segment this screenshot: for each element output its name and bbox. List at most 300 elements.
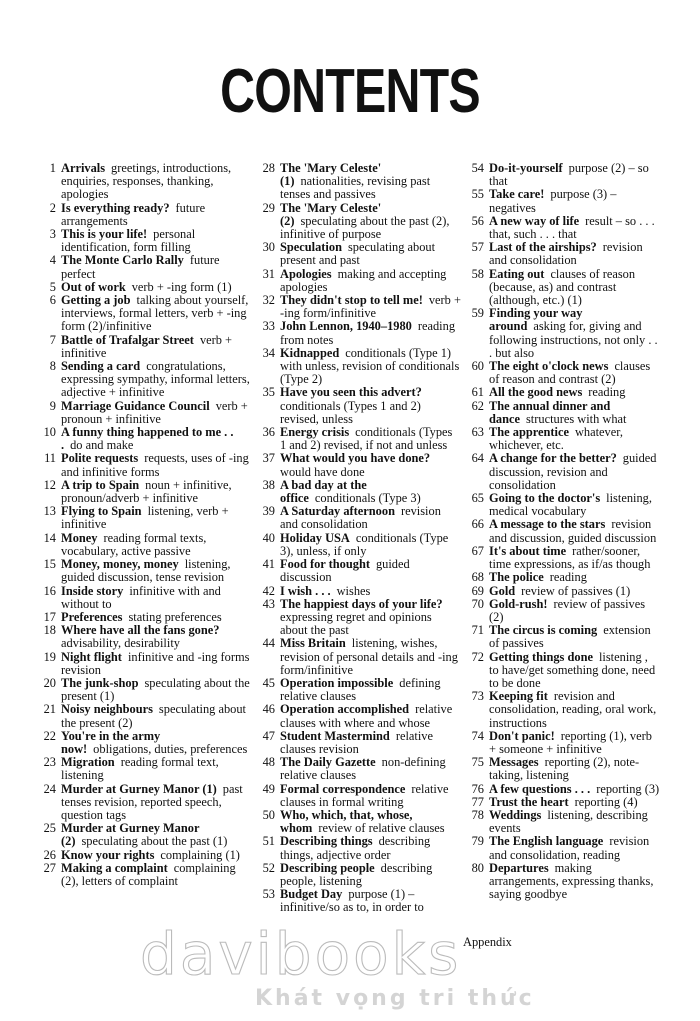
entry-number: 11 — [44, 451, 56, 466]
entry-body — [489, 624, 660, 650]
entry-number: 44 — [262, 636, 275, 651]
entry-description: conditionals (Type 3) — [314, 491, 421, 506]
contents-entry — [32, 677, 252, 703]
entry-title: All the good news — [489, 385, 583, 400]
entry-number: 55 — [471, 187, 484, 202]
entry-title: Do-it-yourself — [489, 161, 563, 175]
entry-description: revision and consolidation — [489, 240, 643, 268]
entry-number: 58 — [471, 266, 484, 281]
entry-title: The apprentice — [489, 425, 569, 440]
entry-description: conditionals (Types 1 and 2) revised, if not and unless — [280, 425, 453, 453]
entry-body — [61, 228, 252, 254]
contents-entry — [251, 558, 461, 584]
contents-entry — [251, 162, 461, 202]
entry-description: guided discussion, revision and consolidation — [489, 451, 657, 492]
entry-description: wishes — [336, 583, 371, 598]
entry-number: 52 — [262, 860, 275, 875]
entry-number: 50 — [262, 807, 275, 822]
entry-title: The junk-shop — [61, 675, 139, 690]
entry-number: 65 — [471, 491, 484, 506]
entry-body — [280, 294, 461, 320]
entry-body — [280, 835, 461, 861]
contents-entry — [460, 268, 660, 308]
entry-body — [61, 822, 252, 848]
entry-body — [280, 268, 461, 294]
entry-body — [61, 558, 252, 584]
contents-entry — [32, 334, 252, 360]
entry-title: The Daily Gazette — [280, 755, 376, 770]
contents-entry — [32, 703, 252, 729]
entry-body — [61, 505, 252, 531]
contents-entry — [460, 598, 660, 624]
entry-description: making arrangements, expressing thanks, saying goodbye — [489, 860, 654, 902]
entry-number: 69 — [471, 583, 484, 598]
contents-entry — [460, 241, 660, 267]
entry-body — [489, 545, 660, 571]
entry-description: listening, wishes, revision of personal details and -ing form/infinitive — [280, 636, 458, 677]
entry-title: Departures — [489, 860, 549, 875]
entry-title: Formal correspondence — [280, 781, 406, 796]
entry-description: revision and consolidation, reading, oral work, instructions — [489, 689, 657, 730]
contents-entry — [251, 347, 461, 387]
entry-number: 42 — [262, 583, 275, 598]
contents-entry — [460, 545, 660, 571]
entry-body — [489, 862, 660, 902]
entry-title: Keeping fit — [489, 689, 548, 704]
entry-body — [61, 334, 252, 360]
contents-entry — [32, 202, 252, 228]
entry-number: 14 — [43, 530, 56, 545]
entry-description: conditionals (Type 1) with unless, revision of conditionals (Type 2) — [280, 345, 460, 387]
entry-body — [280, 862, 461, 888]
contents-entry — [460, 386, 660, 399]
contents-column-1 — [32, 162, 252, 888]
entry-body — [61, 585, 252, 611]
entry-body — [489, 730, 660, 756]
entry-body — [61, 202, 252, 228]
entry-description: speculating about the past (2), infinitive of purpose — [280, 213, 450, 242]
entry-description: speculating about the present (1) — [61, 675, 250, 704]
entry-body — [280, 320, 461, 346]
entry-title: Don't panic! — [489, 728, 555, 743]
entry-body — [489, 809, 660, 835]
contents-entry — [460, 651, 660, 691]
entry-title: A change for the better? — [489, 451, 617, 466]
entry-title: What would you have done? — [280, 451, 431, 466]
entry-number: 54 — [471, 161, 484, 175]
entry-body — [61, 479, 252, 505]
entry-body — [280, 703, 461, 729]
entry-title: Kidnapped — [280, 345, 340, 360]
entry-title: Describing things — [280, 834, 373, 849]
entry-title: Murder at Gurney Manor (1) — [61, 781, 217, 796]
entry-title: The happiest days of your life? — [280, 596, 443, 611]
entry-number: 1 — [49, 161, 56, 175]
contents-entry — [251, 202, 461, 242]
entry-title: Noisy neighbours — [61, 702, 153, 717]
entry-number: 20 — [43, 675, 56, 690]
contents-entry — [251, 532, 461, 558]
entry-title: Going to the doctor's — [489, 491, 601, 506]
contents-entry — [460, 188, 660, 214]
contents-entry — [460, 360, 660, 386]
contents-entry — [251, 835, 461, 861]
entry-number: 40 — [262, 530, 275, 545]
entry-description: reading — [588, 385, 626, 400]
entry-title: Getting things done — [489, 649, 593, 664]
entry-body — [280, 162, 461, 202]
entry-description: reading — [549, 570, 587, 585]
entry-body — [61, 703, 252, 729]
contents-entry — [460, 624, 660, 650]
entry-number: 73 — [471, 689, 484, 704]
entry-title: Budget Day — [280, 887, 343, 902]
entry-description: whatever, whichever, etc. — [489, 425, 623, 453]
entry-body — [280, 426, 461, 452]
entry-description: reporting (2), note-taking, listening — [489, 755, 640, 783]
contents-entry — [460, 307, 660, 360]
entry-number: 61 — [471, 385, 484, 400]
entry-description: do and make — [70, 438, 134, 453]
entry-number: 80 — [471, 860, 484, 875]
contents-entry — [32, 783, 252, 823]
entry-title: Marriage Guidance Council — [61, 398, 210, 413]
entry-body — [280, 241, 461, 267]
entry-description: listening, verb + infinitive — [61, 504, 229, 532]
entry-number: 7 — [49, 332, 56, 347]
entry-number: 10 — [43, 425, 56, 440]
entry-description: revision and consolidation, reading — [489, 834, 650, 862]
entry-number: 24 — [43, 781, 56, 796]
entry-title: Energy crisis — [280, 425, 350, 440]
contents-entry — [460, 518, 660, 544]
entry-title: Inside story — [61, 583, 124, 598]
entry-description: obligations, duties, preferences — [93, 741, 248, 756]
contents-entry — [32, 254, 252, 280]
entry-body — [489, 651, 660, 691]
entry-description: speculating about the present (2) — [61, 702, 246, 730]
entry-number: 2 — [49, 200, 56, 215]
contents-column-2 — [251, 162, 461, 915]
entry-body — [61, 360, 252, 400]
entry-body — [61, 783, 252, 823]
entry-number: 25 — [43, 821, 56, 836]
contents-entry — [251, 730, 461, 756]
entry-number: 28 — [262, 161, 275, 175]
entry-number: 34 — [262, 345, 275, 360]
entry-title: Messages — [489, 755, 539, 770]
entry-title: Weddings — [489, 807, 542, 822]
contents-entry — [32, 452, 252, 478]
entry-body — [489, 690, 660, 730]
contents-entry — [32, 558, 252, 584]
entry-number: 29 — [262, 200, 275, 215]
contents-entry — [251, 505, 461, 531]
contents-entry — [32, 730, 252, 756]
entry-body — [61, 677, 252, 703]
entry-title: A message to the stars — [489, 517, 606, 532]
contents-entry — [32, 862, 252, 888]
entry-title: Making a complaint — [61, 860, 168, 875]
entry-body — [61, 400, 252, 426]
entry-title: Murder at Gurney Manor (2) — [61, 821, 200, 849]
entry-number: 57 — [471, 240, 484, 255]
entry-body — [280, 585, 461, 598]
entry-number: 45 — [262, 675, 275, 690]
entry-title: The English language — [489, 834, 604, 849]
entry-body — [280, 347, 461, 387]
contents-entry — [460, 162, 660, 188]
contents-entry — [251, 598, 461, 638]
entry-body — [280, 598, 461, 638]
entry-body — [61, 294, 252, 334]
entry-body — [489, 835, 660, 861]
entry-title: Trust the heart — [489, 794, 569, 809]
watermark-brand: davibooks — [140, 920, 462, 988]
entry-number: 60 — [471, 359, 484, 374]
entry-body — [61, 624, 252, 650]
entry-title: The 'Mary Celeste' (2) — [280, 200, 382, 228]
entry-body — [489, 518, 660, 544]
entry-description: speculating about present and past — [280, 240, 436, 268]
entry-title: They didn't stop to tell me! — [280, 293, 423, 308]
entry-title: Battle of Trafalgar Street — [61, 332, 194, 347]
entry-description: infinitive and -ing forms revision — [61, 649, 250, 677]
contents-entry — [251, 241, 461, 267]
entry-description: relative clauses in formal writing — [280, 781, 449, 809]
contents-entry — [32, 651, 252, 677]
entry-description: talking about yourself, interviews, formal letters, verb + -ing form (2)/infinitive — [61, 293, 249, 334]
page-title: CONTENTS — [220, 57, 480, 126]
entry-title: Who, which, that, whose, whom — [280, 807, 413, 836]
entry-body — [280, 888, 461, 914]
entry-number: 12 — [43, 477, 56, 492]
entry-description: purpose (3) – negatives — [489, 187, 617, 215]
entry-description: listening, describing events — [489, 807, 648, 836]
entry-number: 70 — [471, 596, 484, 611]
entry-number: 62 — [471, 398, 484, 413]
entry-description: extension of passives — [489, 623, 651, 651]
contents-entry — [460, 492, 660, 518]
contents-entry — [32, 624, 252, 650]
entry-description: purpose (2) – so that — [489, 161, 649, 189]
contents-entry — [460, 809, 660, 835]
entry-number: 5 — [49, 279, 56, 294]
entry-body — [61, 426, 252, 452]
entry-title: Money, money, money — [61, 557, 179, 572]
entry-number: 26 — [43, 847, 56, 862]
entry-body — [61, 730, 252, 756]
entry-number: 67 — [471, 543, 484, 558]
entry-body — [280, 730, 461, 756]
entry-title: A Saturday afternoon — [280, 504, 395, 519]
entry-description: revision and consolidation — [280, 504, 441, 532]
entry-description: non-defining relative clauses — [280, 755, 446, 783]
entry-title: Money — [61, 530, 98, 545]
entry-description: verb + -ing form/infinitive — [280, 293, 461, 321]
entry-number: 59 — [471, 306, 484, 321]
entry-title: A bad day at the office — [280, 477, 367, 506]
entry-body — [489, 268, 660, 308]
contents-entry — [32, 294, 252, 334]
entry-body — [489, 215, 660, 241]
entry-body — [280, 505, 461, 531]
entry-body — [489, 386, 660, 399]
entry-number: 77 — [471, 794, 484, 809]
entry-number: 46 — [262, 702, 275, 717]
entry-description: structures with what — [525, 411, 627, 426]
contents-entry — [251, 637, 461, 677]
entry-body — [61, 254, 252, 280]
entry-body — [280, 756, 461, 782]
entry-body — [280, 677, 461, 703]
entry-title: A few questions . . . — [489, 781, 591, 796]
contents-entry — [32, 426, 252, 452]
entry-title: Miss Britain — [280, 636, 346, 651]
entry-number: 68 — [471, 570, 484, 585]
entry-description: noun + infinitive, pronoun/adverb + infinitive — [61, 477, 232, 506]
contents-entry — [460, 862, 660, 902]
entry-description: listening , to have/get something done, need to be done — [489, 649, 656, 690]
entry-description: relative clauses revision — [280, 728, 433, 756]
entry-title: Night flight — [61, 649, 122, 664]
entry-body — [489, 492, 660, 518]
entry-title: Getting a job — [61, 293, 131, 308]
contents-entry — [251, 268, 461, 294]
entry-title: Operation accomplished — [280, 702, 410, 717]
entry-number: 79 — [471, 834, 484, 849]
watermark-slogan: Khát vọng tri thức — [255, 986, 535, 1011]
entry-title: This is your life! — [61, 227, 148, 242]
entry-description: nationalities, revising past tenses and passives — [280, 174, 431, 202]
entry-number: 33 — [262, 319, 275, 334]
entry-body — [61, 651, 252, 677]
entry-body — [489, 598, 660, 624]
entry-title: A new way of life — [489, 213, 580, 228]
contents-entry — [460, 400, 660, 426]
entry-number: 63 — [471, 425, 484, 440]
entry-title: A trip to Spain — [61, 477, 140, 492]
entry-description: verb + pronoun + infinitive — [61, 398, 248, 426]
entry-title: A funny thing happened to me . . . — [61, 425, 234, 453]
entry-description: clauses of reason (because, as) and contrast (although, etc.) (1) — [489, 266, 636, 308]
contents-entry — [251, 386, 461, 426]
entry-body — [280, 386, 461, 426]
entry-description: listening, medical vocabulary — [489, 491, 652, 519]
contents-entry — [251, 703, 461, 729]
entry-title: John Lennon, 1940–1980 — [280, 319, 412, 334]
entry-body — [61, 862, 252, 888]
entry-body — [280, 637, 461, 677]
entry-body — [280, 452, 461, 478]
entry-description: asking for, giving and following instructions, not only . . . but also — [489, 319, 658, 360]
appendix-label: Appendix — [463, 935, 512, 949]
entry-description: reading formal text, listening — [61, 755, 219, 783]
entry-number: 27 — [43, 860, 56, 875]
entry-title: Student Mastermind — [280, 728, 390, 743]
entry-title: Have you seen this advert? — [280, 385, 422, 400]
entry-description: review of relative clauses — [318, 821, 445, 836]
entry-title: Finding your way around — [489, 306, 583, 334]
contents-entry — [32, 822, 252, 848]
contents-entry — [251, 888, 461, 914]
entry-number: 71 — [471, 623, 484, 638]
entry-number: 51 — [262, 834, 275, 849]
entry-title: Holiday USA — [280, 530, 350, 545]
contents-entry — [251, 320, 461, 346]
entry-title: Eating out — [489, 266, 545, 281]
entry-title: Operation impossible — [280, 675, 394, 690]
entry-title: Preferences — [61, 609, 123, 624]
entry-title: Where have all the fans gone? — [61, 623, 220, 638]
entry-description: reporting (1), verb + someone + infinitive — [489, 728, 652, 756]
entry-description: conditionals (Type 3), unless, if only — [280, 530, 449, 558]
entry-body — [280, 809, 461, 835]
contents-entry — [32, 585, 252, 611]
entry-description: describing people, listening — [280, 860, 433, 888]
entry-number: 16 — [43, 583, 56, 598]
contents-entry — [32, 532, 252, 558]
entry-number: 48 — [262, 755, 275, 770]
entry-number: 15 — [43, 557, 56, 572]
entry-body — [61, 532, 252, 558]
entry-description: defining relative clauses — [280, 675, 441, 704]
contents-entry — [460, 730, 660, 756]
entry-number: 4 — [49, 253, 56, 268]
contents-entry — [251, 756, 461, 782]
entry-number: 47 — [262, 728, 275, 743]
entry-description: advisability, desirability — [61, 636, 180, 651]
entry-description: speculating about the past (1) — [81, 834, 228, 849]
entry-number: 74 — [471, 728, 484, 743]
entry-title: Flying to Spain — [61, 504, 142, 519]
entry-title: Food for thought — [280, 557, 370, 572]
entry-title: The circus is coming — [489, 623, 598, 638]
entry-title: Arrivals — [61, 161, 106, 175]
contents-entry — [251, 585, 461, 598]
entry-number: 56 — [471, 213, 484, 228]
entry-description: requests, uses of -ing and infinitive forms — [61, 451, 249, 479]
entry-number: 49 — [262, 781, 275, 796]
contents-entry — [251, 452, 461, 478]
entry-body — [489, 188, 660, 214]
contents-entry — [460, 426, 660, 452]
contents-entry — [460, 690, 660, 730]
entry-number: 53 — [262, 887, 275, 902]
entry-description: complaining (1) — [160, 847, 240, 862]
entry-body — [489, 360, 660, 386]
entry-body — [489, 756, 660, 782]
entry-number: 3 — [49, 227, 56, 242]
entry-description: greetings, introductions, enquiries, responses, thanking, apologies — [61, 161, 232, 202]
entry-number: 75 — [471, 755, 484, 770]
entry-body — [280, 558, 461, 584]
entry-title: Is everything ready? — [61, 200, 170, 215]
entry-body — [489, 162, 660, 188]
entry-title: You're in the army now! — [61, 728, 161, 756]
entry-description: infinitive with and without to — [61, 583, 221, 611]
entry-title: It's about time — [489, 543, 567, 558]
entry-number: 43 — [262, 596, 275, 611]
entry-title: The 'Mary Celeste' (1) — [280, 161, 382, 189]
contents-column-3 — [460, 162, 660, 901]
entry-number: 31 — [262, 266, 275, 281]
entry-description: purpose (1) – infinitive/so as to, in order to — [280, 887, 424, 915]
entry-description: future arrangements — [61, 200, 206, 228]
contents-entry — [251, 809, 461, 835]
entry-description: clauses of reason and contrast (2) — [489, 359, 651, 387]
entry-description: stating preferences — [128, 609, 222, 624]
